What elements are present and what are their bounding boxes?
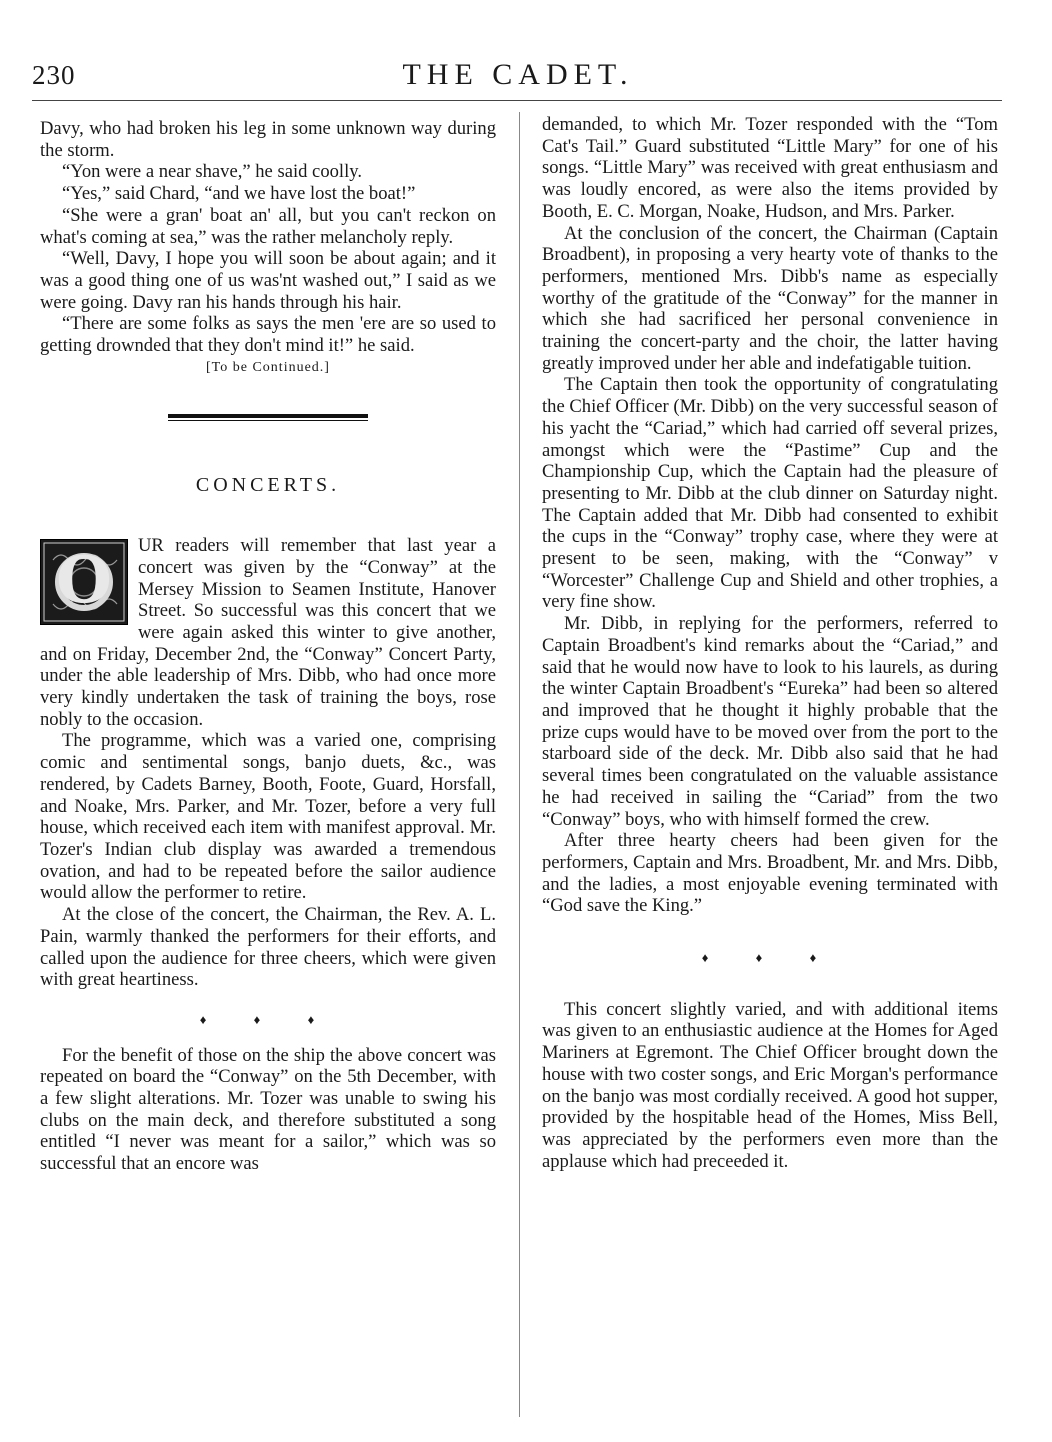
running-title: THE CADET.: [402, 58, 634, 91]
ornament-divider: ♦ ♦ ♦: [199, 1011, 337, 1027]
story-paragraph: “Yes,” said Chard, “and we have lost the boat!”: [62, 183, 416, 205]
concert-paragraph: At the conclusion of the concert, the Chairman (Captain Broadbent), in proposing a very hearty vote of thanks to the performers, mentioned Mrs. Dibb's name as especially worthy of the gratitude of the “Conway” for the manner in which she had sacrificed her personal convenience in training the concert-party and the choir, the latter having greatly improved under her able and indefatigable tuition.: [542, 222, 998, 374]
concert-paragraph: This concert slightly varied, and with additional items was given to an enthusiastic audience at the Homes for Aged Mariners at Egremont. The Chief Officer brought down the house with two coster songs, and Eric Morgan's performance on the banjo was most cordially received. A good hot supper, provided by the hospitable head of the Homes, Miss Bell, was appreciated by the performers even more than the applause which had preceeded it.: [542, 998, 998, 1172]
concert-paragraph: The programme, which was a varied one, comprising comic and sentimental songs, banjo duets, &c., was rendered, by Cadets Barney, Booth, Foote, Guard, Horsfall, and Noake, Mrs. Parker, and Mr. Tozer, before a very full house, which received each item with manifest approval. Mr. Tozer's Indian club display was awarded a tremendous ovation, and had to be repeated before the sailor audience would allow the performer to retire.: [40, 730, 496, 904]
concert-paragraph: After three hearty cheers had been given for the performers, Captain and Mrs. Broadbent, Mr. and Mrs. Dibb, and the ladies, a most enjoyable evening terminated with “God save the King.”: [542, 830, 998, 917]
to-be-continued-note: [To be Continued.]: [206, 359, 330, 375]
concert-paragraph: UR readers will remember that last year a concert was given by the “Conway” at the Mersey Mission to Seamen Institute, Hanover Street. So successful was this concert that we were again asked this winter to give another, and on Friday, December 2nd, the “Conway” Concert Party, under the able leadership of Mrs. Dibb, who had once more very kindly undertaken the task of training the boys, rose nobly to the occasion.: [40, 535, 496, 730]
concert-paragraph: Mr. Dibb, in replying for the performers, referred to Captain Broadbent's kind remarks about the “Cariad,” and said that he would now have to look to his laurels, as during the winter Captain Broadbent's “Eureka” had been so altered and improved that he thought it highly probable that the prize cups would have to be moved over from the port to the starboard side of the deck. Mr. Dibb also said that he had several times been congratulated on the valuable assistance he had received in sailing the “Cariad” from the two “Conway” boys, who with himself formed the crew.: [542, 613, 998, 830]
concert-paragraph: The Captain then took the opportunity of congratulating the Chief Officer (Mr. Dibb) on the very successful season of his yacht the “Cariad,” which had carried off several prizes, amongst which were the “Pastime” Cup and the Championship Cup, which the Captain had the pleasure of presenting to Mr. Dibb at the club dinner on Saturday night. The Captain added that Mr. Dibb had consented to exhibit the cups in the “Conway” trophy case, where they were at present to be seen, making, with the “Conway” v “Worcester” Challenge Cup and Shield and other trophies, a very fine show.: [542, 374, 998, 613]
story-paragraph: “There are some folks as says the men 'ere are so used to getting drownded that they don't mind it!” he said.: [40, 313, 496, 357]
ornament-divider: ♦ ♦ ♦: [701, 950, 839, 966]
column-divider: [519, 112, 520, 1417]
story-paragraph: “She were a gran' boat an' all, but you can't reckon on what's coming at sea,” was the rather melancholy reply.: [40, 204, 496, 248]
concert-paragraph: demanded, to which Mr. Tozer responded with the “Tom Cat's Tail.” Guard substituted “Little Mary” for one of his songs. “Little Mary” was received with great enthusiasm and was loudly encored, as were also the items provided by Booth, E. C. Morgan, Noake, Hudson, and Mrs. Parker.: [542, 114, 998, 222]
drop-cap: [40, 539, 128, 627]
page-number: 230: [32, 60, 76, 90]
page-header: [32, 60, 1004, 100]
header-rule: [32, 100, 1002, 101]
concert-paragraph: At the close of the concert, the Chairman, the Rev. A. L. Pain, warmly thanked the performers for their efforts, and called upon the audience for three cheers, which were given with great heartiness.: [40, 904, 496, 991]
story-paragraph: “Well, Davy, I hope you will soon be about again; and it was a good thing one of us was'nt washed out,” I said as we were going. Davy ran his hands through his hair.: [40, 248, 496, 313]
section-heading: CONCERTS.: [195, 474, 341, 497]
story-paragraph: Davy, who had broken his leg in some unknown way during the storm.: [40, 118, 496, 161]
story-paragraph: “Yon were a near shave,” he said coolly.: [62, 161, 362, 183]
ornamental-initial-icon: [40, 539, 128, 625]
drop-cap-letter: O: [56, 543, 112, 619]
section-divider-rule: [168, 414, 368, 421]
right-column: [542, 114, 998, 1172]
concert-paragraph: For the benefit of those on the ship the above concert was repeated on board the “Conway” on the 5th December, with a few slight alterations. Mr. Tozer was unable to swing his clubs on the main deck, and therefore substituted a song entitled “I never was meant for a sailor,” which was so successful that an encore was: [40, 1044, 496, 1175]
left-column: [40, 118, 496, 1175]
